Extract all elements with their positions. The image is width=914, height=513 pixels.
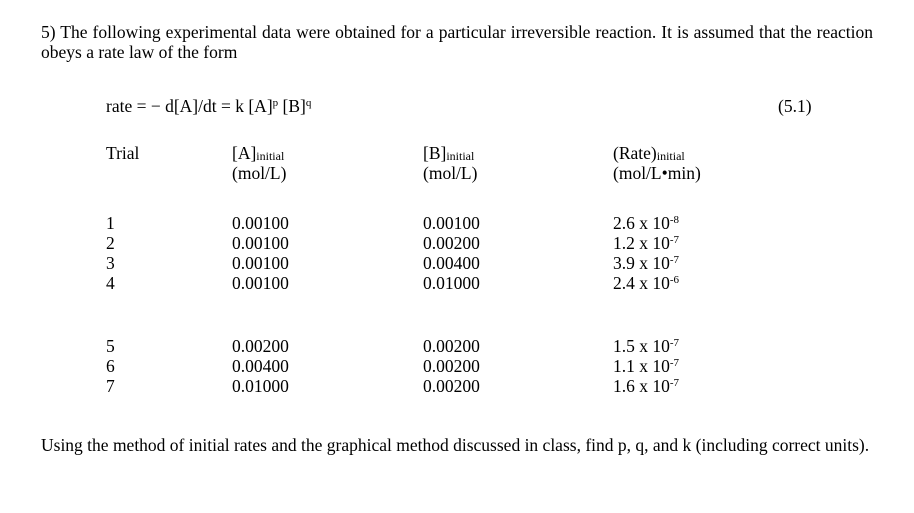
header-b-unit: (mol/L) [423, 163, 478, 183]
rate-mantissa: 2.6 x 10 [613, 213, 670, 233]
rate-exponent: -7 [669, 254, 680, 266]
cell-trial: 4 [106, 273, 115, 293]
rate-exponent: -7 [669, 377, 680, 389]
cell-a: 0.00200 [232, 336, 289, 356]
table-row [0, 376, 914, 396]
table-row [0, 356, 914, 376]
cell-trial: 2 [106, 233, 115, 253]
cell-a: 0.01000 [232, 376, 289, 396]
rate-exponent: -6 [669, 274, 680, 286]
header-a-unit: (mol/L) [232, 163, 287, 183]
cell-b: 0.00100 [423, 213, 480, 233]
table-row [0, 253, 914, 273]
equation-number: (5.1) [778, 96, 812, 116]
cell-trial: 1 [106, 213, 115, 233]
equation-exponent-p: p [272, 97, 279, 109]
cell-a: 0.00100 [232, 213, 289, 233]
cell-trial: 3 [106, 253, 115, 273]
rate-mantissa: 2.4 x 10 [613, 273, 670, 293]
rate-mantissa: 1.6 x 10 [613, 376, 670, 396]
header-rate-base: (Rate) [613, 143, 657, 163]
table-row [0, 336, 914, 356]
cell-rate [613, 213, 679, 233]
rate-mantissa: 1.1 x 10 [613, 356, 670, 376]
equation-middle: [B] [278, 96, 306, 116]
cell-trial: 5 [106, 336, 115, 356]
cell-rate [613, 336, 679, 356]
header-a-base: [A] [232, 143, 257, 163]
table-row [0, 273, 914, 293]
rate-law-equation [106, 96, 311, 116]
rate-mantissa: 3.9 x 10 [613, 253, 670, 273]
cell-b: 0.00200 [423, 376, 480, 396]
cell-rate [613, 356, 679, 376]
equation-prefix: rate = − d[A]/dt = k [A] [106, 96, 273, 116]
rate-exponent: -7 [669, 337, 680, 349]
rate-exponent: -7 [669, 357, 680, 369]
header-rate-initial [613, 143, 701, 183]
header-b-sub: initial [446, 149, 475, 163]
cell-rate [613, 233, 679, 253]
cell-rate [613, 273, 679, 293]
header-trial: Trial [106, 143, 140, 163]
cell-b: 0.00200 [423, 233, 480, 253]
cell-b: 0.00200 [423, 336, 480, 356]
rate-exponent: -8 [669, 214, 680, 226]
header-a-sub: initial [256, 149, 285, 163]
cell-b: 0.00200 [423, 356, 480, 376]
table-row [0, 233, 914, 253]
cell-a: 0.00100 [232, 253, 289, 273]
cell-b: 0.00400 [423, 253, 480, 273]
cell-trial: 7 [106, 376, 115, 396]
cell-rate [613, 253, 679, 273]
rate-exponent: -7 [669, 234, 680, 246]
problem-intro: 5) The following experimental data were obtained for a particular irreversible reaction. It is assumed that the reaction obeys a rate law of the form [41, 22, 873, 62]
cell-rate [613, 376, 679, 396]
cell-b: 0.01000 [423, 273, 480, 293]
cell-a: 0.00400 [232, 356, 289, 376]
header-rate-unit: (mol/L•min) [613, 163, 701, 183]
problem-instructions: Using the method of initial rates and the graphical method discussed in class, find p, q, and k (including correct units). [41, 435, 870, 455]
rate-mantissa: 1.2 x 10 [613, 233, 670, 253]
header-a-initial [232, 143, 286, 183]
header-rate-sub: initial [656, 149, 685, 163]
header-b-base: [B] [423, 143, 447, 163]
cell-a: 0.00100 [232, 273, 289, 293]
header-b-initial [423, 143, 477, 183]
rate-mantissa: 1.5 x 10 [613, 336, 670, 356]
cell-trial: 6 [106, 356, 115, 376]
cell-a: 0.00100 [232, 233, 289, 253]
equation-exponent-q: q [305, 97, 312, 109]
table-row [0, 213, 914, 233]
